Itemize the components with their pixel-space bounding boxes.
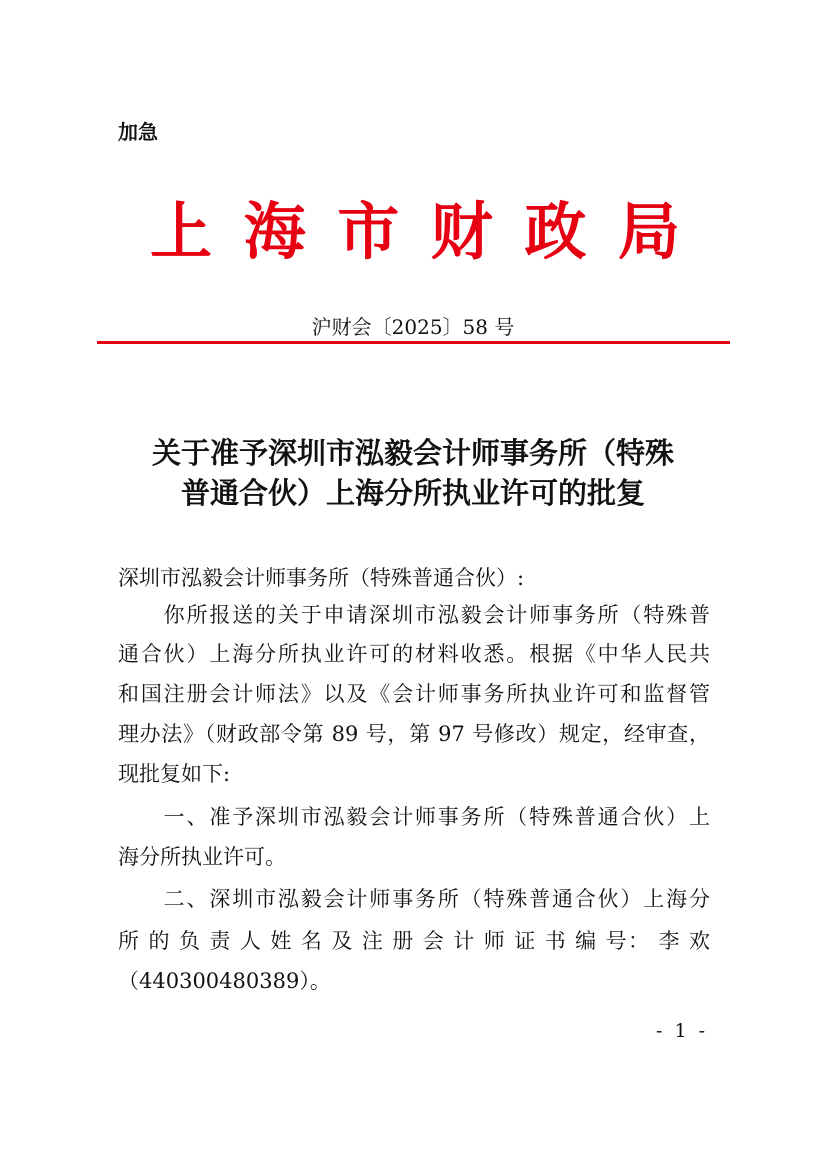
issuer-char: 市 bbox=[337, 194, 400, 268]
red-separator-line bbox=[97, 341, 730, 344]
document-title bbox=[120, 433, 706, 513]
body-line: 通合伙）上海分所执业许可的材料收悉。根据《中华人民共 bbox=[118, 642, 710, 666]
issuer-char: 海 bbox=[243, 194, 306, 268]
title-line: 普通合伙）上海分所执业许可的批复 bbox=[180, 476, 645, 510]
issuer-char: 局 bbox=[617, 194, 680, 268]
title-line: 关于准予深圳市泓毅会计师事务所（特殊 bbox=[151, 436, 674, 470]
body-line: 所 的 负 责 人 姓 名 及 注 册 会 计 师 证 书 编 号： 李 欢 bbox=[118, 929, 710, 953]
body-line: 你所报送的关于申请深圳市泓毅会计师事务所（特殊普 bbox=[118, 603, 710, 627]
issuer-char: 政 bbox=[524, 194, 587, 268]
body-line: 理办法》（财政部令第 89 号，第 97 号修改）规定，经审查， bbox=[118, 722, 710, 746]
body-line: （440300480389）。 bbox=[118, 969, 331, 993]
issuer-heading bbox=[150, 186, 680, 266]
issuer-char: 上 bbox=[150, 194, 213, 268]
body-line: 二、深圳市泓毅会计师事务所（特殊普通合伙）上海分 bbox=[118, 887, 710, 911]
body-line: 和国注册会计师法》以及《会计师事务所执业许可和监督管 bbox=[118, 682, 710, 706]
urgency-label: 加急 bbox=[118, 120, 158, 144]
body-line: 海分所执业许可。 bbox=[118, 845, 286, 869]
page-number: - 1 - bbox=[655, 1020, 708, 1042]
body-line: 现批复如下: bbox=[118, 762, 231, 786]
issuer-char: 财 bbox=[430, 194, 493, 268]
document-number: 沪财会〔2025〕58 号 bbox=[311, 315, 515, 339]
addressee: 深圳市泓毅会计师事务所（特殊普通合伙）: bbox=[118, 566, 525, 590]
body-line: 一、准予深圳市泓毅会计师事务所（特殊普通合伙）上 bbox=[118, 805, 710, 829]
